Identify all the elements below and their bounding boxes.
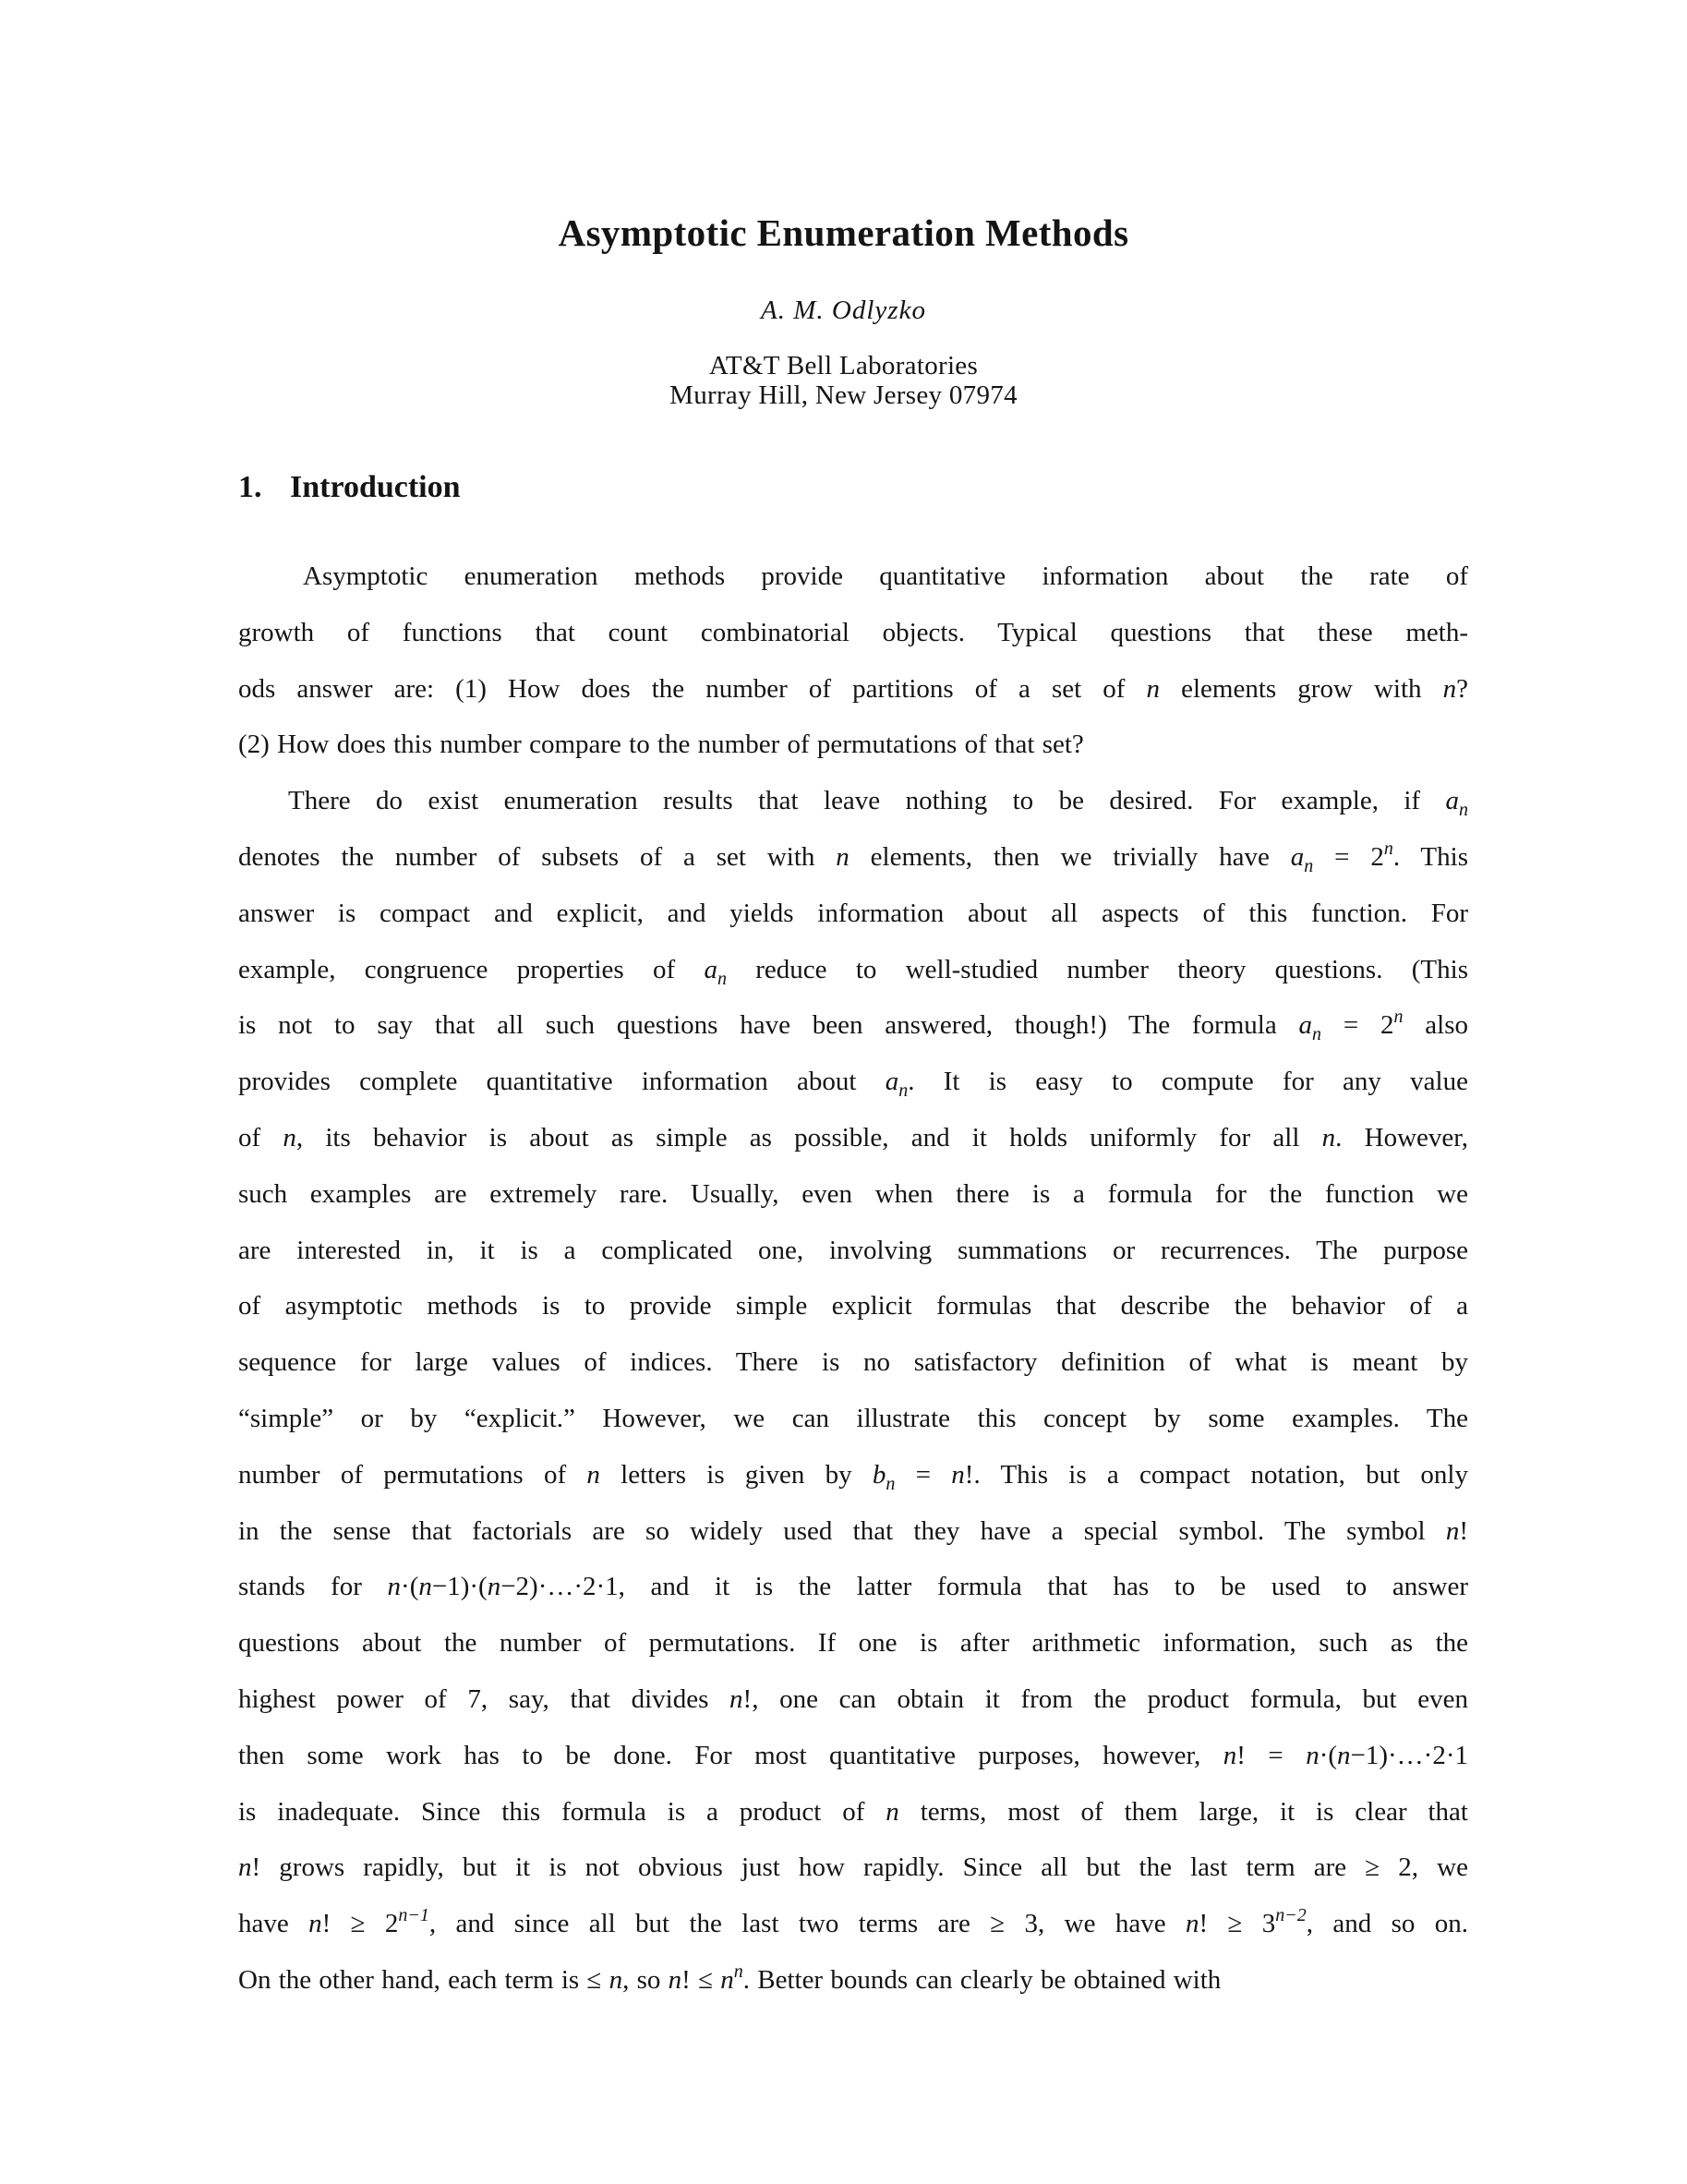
text-run: example, congruence properties of bbox=[238, 954, 705, 984]
math-subscript: n bbox=[898, 1080, 909, 1102]
text-run: terms, most of them large, it is clear that bbox=[898, 1796, 1468, 1827]
text-run: !. This is a compact notation, but only bbox=[964, 1459, 1468, 1490]
paragraph bbox=[238, 560, 1468, 784]
math-variable: n bbox=[1445, 1515, 1460, 1546]
text-run: On the other hand, each term is ≤ bbox=[238, 1964, 609, 1995]
math-variable: a bbox=[885, 1067, 899, 1097]
paper-title: Asymptotic Enumeration Methods bbox=[558, 211, 1129, 254]
text-line bbox=[238, 1626, 1468, 1683]
math-variable: n bbox=[609, 1964, 623, 1995]
text-run: , so bbox=[622, 1964, 669, 1995]
text-run: ·( bbox=[401, 1572, 419, 1602]
text-line bbox=[238, 672, 1468, 729]
text-run: letters is given by bbox=[599, 1459, 873, 1490]
text-run: is inadequate. Since this formula is a product of bbox=[238, 1796, 886, 1827]
text-run: stands for bbox=[238, 1572, 388, 1602]
text-run: . This bbox=[1392, 841, 1468, 872]
text-run: are interested in, it is a complicated one, involving summations or recurrences. The purpose bbox=[238, 1235, 1468, 1265]
math-superscript: n bbox=[1383, 838, 1393, 859]
text-line bbox=[238, 1121, 1468, 1177]
text-run: (2) How does this number compare to the number of permutations of that set? bbox=[238, 730, 1084, 760]
text-line bbox=[238, 1907, 1468, 1963]
math-superscript: n−2 bbox=[1275, 1905, 1307, 1926]
text-run: . It is easy to compute for any value bbox=[908, 1067, 1468, 1097]
text-run: ! ≥ 3 bbox=[1199, 1909, 1276, 1939]
text-run: of asymptotic methods is to provide simple explicit formulas that describe the behavior of a bbox=[238, 1291, 1468, 1321]
text-run: have bbox=[238, 1909, 309, 1939]
text-run: ? bbox=[1456, 673, 1468, 704]
text-line bbox=[238, 1177, 1468, 1234]
text-run: , its behavior is about as simple as possible, and it holds uniformly for all bbox=[295, 1122, 1322, 1152]
text-line bbox=[238, 840, 1468, 897]
math-variable: n bbox=[720, 1964, 734, 1995]
text-run: number of permutations of bbox=[238, 1459, 587, 1490]
affiliation-institution: AT&T Bell Laboratories bbox=[708, 351, 979, 380]
text-run: then some work has to be done. For most quantitative purposes, however, bbox=[238, 1740, 1223, 1770]
math-variable: n bbox=[387, 1572, 402, 1602]
math-superscript: n−1 bbox=[398, 1905, 429, 1926]
math-variable: a bbox=[704, 954, 717, 984]
text-line bbox=[238, 1008, 1468, 1065]
math-subscript: n bbox=[717, 968, 727, 989]
text-run: also bbox=[1403, 1010, 1469, 1041]
text-run: denotes the number of subsets of a set with bbox=[238, 841, 837, 872]
math-variable: n bbox=[668, 1964, 682, 1995]
body-text bbox=[238, 560, 1468, 2020]
text-run: = bbox=[895, 1459, 952, 1490]
affiliation-address: Murray Hill, New Jersey 07974 bbox=[669, 380, 1018, 410]
math-superscript: n bbox=[1393, 1007, 1404, 1028]
text-run: sequence for large values of indices. There is no satisfactory definition of what is meant by bbox=[238, 1347, 1468, 1378]
section-heading bbox=[238, 467, 461, 508]
text-line bbox=[238, 953, 1468, 1009]
math-variable: a bbox=[1290, 841, 1305, 872]
text-run: growth of functions that count combinatorial objects. Typical questions that these meth- bbox=[238, 617, 1468, 647]
math-variable: n bbox=[308, 1909, 322, 1939]
text-run: ! grows rapidly, but it is not obvious just how rapidly. Since all but the last term are ≥ 2, we bbox=[251, 1852, 1468, 1883]
math-variable: n bbox=[1337, 1740, 1351, 1770]
text-run: questions about the number of permutations. If one is after arithmetic information, such as the bbox=[238, 1628, 1468, 1659]
math-subscript: n bbox=[1459, 800, 1468, 821]
text-line bbox=[238, 1289, 1468, 1345]
text-run: elements, then we trivially have bbox=[849, 841, 1291, 872]
text-run: = 2 bbox=[1321, 1010, 1394, 1041]
text-run: There do exist enumeration results that leave nothing to be desired. For example, if bbox=[288, 786, 1446, 816]
math-variable: n bbox=[487, 1572, 501, 1602]
paragraph bbox=[238, 784, 1468, 2020]
math-variable: b bbox=[872, 1459, 886, 1490]
text-run: = 2 bbox=[1313, 841, 1384, 872]
text-line bbox=[238, 1514, 1468, 1571]
math-variable: n bbox=[1223, 1740, 1237, 1770]
math-variable: n bbox=[586, 1459, 600, 1490]
text-line bbox=[238, 1851, 1468, 1907]
math-variable: n bbox=[1442, 673, 1457, 704]
text-line bbox=[238, 1345, 1468, 1402]
math-subscript: n bbox=[886, 1473, 896, 1494]
text-run: highest power of 7, say, that divides bbox=[238, 1683, 730, 1714]
text-run: ! ≤ bbox=[681, 1964, 721, 1995]
text-run: ! = bbox=[1236, 1740, 1307, 1770]
text-line bbox=[238, 1065, 1468, 1121]
text-run: −1)·( bbox=[431, 1572, 488, 1602]
text-run: , and since all but the last two terms are ≥ 3, we have bbox=[428, 1909, 1186, 1939]
text-run: elements grow with bbox=[1160, 673, 1443, 704]
text-run: −1)·…·2·1 bbox=[1350, 1740, 1468, 1770]
math-variable: n bbox=[238, 1852, 252, 1883]
text-line bbox=[238, 728, 1468, 784]
text-run: −2)·…·2·1, and it is the latter formula that has to be used to answer bbox=[500, 1572, 1468, 1602]
math-variable: a bbox=[1298, 1010, 1313, 1041]
text-line bbox=[238, 1458, 1468, 1514]
math-subscript: n bbox=[1304, 855, 1314, 876]
author-name: A. M. Odlyzko bbox=[761, 296, 926, 325]
text-line bbox=[238, 784, 1468, 840]
text-run: answer is compact and explicit, and yields information about all aspects of this function. For bbox=[238, 898, 1468, 928]
text-run: in the sense that factorials are so widely used that they have a special symbol. The symbol bbox=[238, 1515, 1446, 1546]
text-run: Asymptotic enumeration methods provide quantitative information about the rate of bbox=[303, 561, 1468, 591]
text-line bbox=[238, 1683, 1468, 1739]
math-variable: n bbox=[418, 1572, 432, 1602]
math-superscript: n bbox=[733, 1961, 743, 1982]
text-line bbox=[238, 1739, 1468, 1795]
text-line bbox=[238, 560, 1468, 616]
text-run: . Better bounds can clearly be obtained with bbox=[742, 1964, 1222, 1995]
text-run: !, one can obtain it from the product formula, but even bbox=[742, 1683, 1468, 1714]
text-run: is not to say that all such questions have been answered, though!) The formula bbox=[238, 1010, 1299, 1041]
text-line bbox=[238, 1570, 1468, 1626]
math-variable: n bbox=[1185, 1909, 1199, 1939]
text-run: “simple” or by “explicit.” However, we can illustrate this concept by some examples. The bbox=[238, 1403, 1468, 1433]
math-variable: n bbox=[1306, 1740, 1319, 1770]
math-variable: n bbox=[1321, 1122, 1336, 1152]
section-title: Introduction bbox=[290, 470, 461, 504]
text-run: , and so on. bbox=[1306, 1909, 1468, 1939]
text-run: . However, bbox=[1335, 1122, 1469, 1152]
text-run: provides complete quantitative information about bbox=[238, 1067, 886, 1097]
text-run: of bbox=[238, 1122, 283, 1152]
text-line bbox=[238, 897, 1468, 953]
text-run: ·( bbox=[1319, 1740, 1338, 1770]
math-variable: n bbox=[836, 841, 850, 872]
text-line bbox=[238, 1402, 1468, 1458]
math-subscript: n bbox=[1312, 1024, 1322, 1045]
text-line bbox=[238, 616, 1468, 672]
text-run: ! ≥ 2 bbox=[321, 1909, 399, 1939]
math-variable: n bbox=[886, 1796, 899, 1827]
text-run: ! bbox=[1459, 1515, 1468, 1546]
math-variable: n bbox=[951, 1459, 965, 1490]
section-number: 1. bbox=[238, 470, 262, 504]
text-run: reduce to well-studied number theory questions. (This bbox=[726, 954, 1468, 984]
text-line bbox=[238, 1234, 1468, 1290]
text-line bbox=[238, 1963, 1468, 2020]
math-variable: n bbox=[283, 1122, 296, 1152]
text-line bbox=[238, 1795, 1468, 1852]
math-variable: n bbox=[1146, 673, 1161, 704]
math-variable: a bbox=[1445, 786, 1459, 816]
text-run: ods answer are: (1) How does the number of partitions of a set of bbox=[238, 673, 1147, 704]
text-run: such examples are extremely rare. Usually, even when there is a formula for the function we bbox=[238, 1178, 1468, 1209]
math-variable: n bbox=[729, 1683, 743, 1714]
